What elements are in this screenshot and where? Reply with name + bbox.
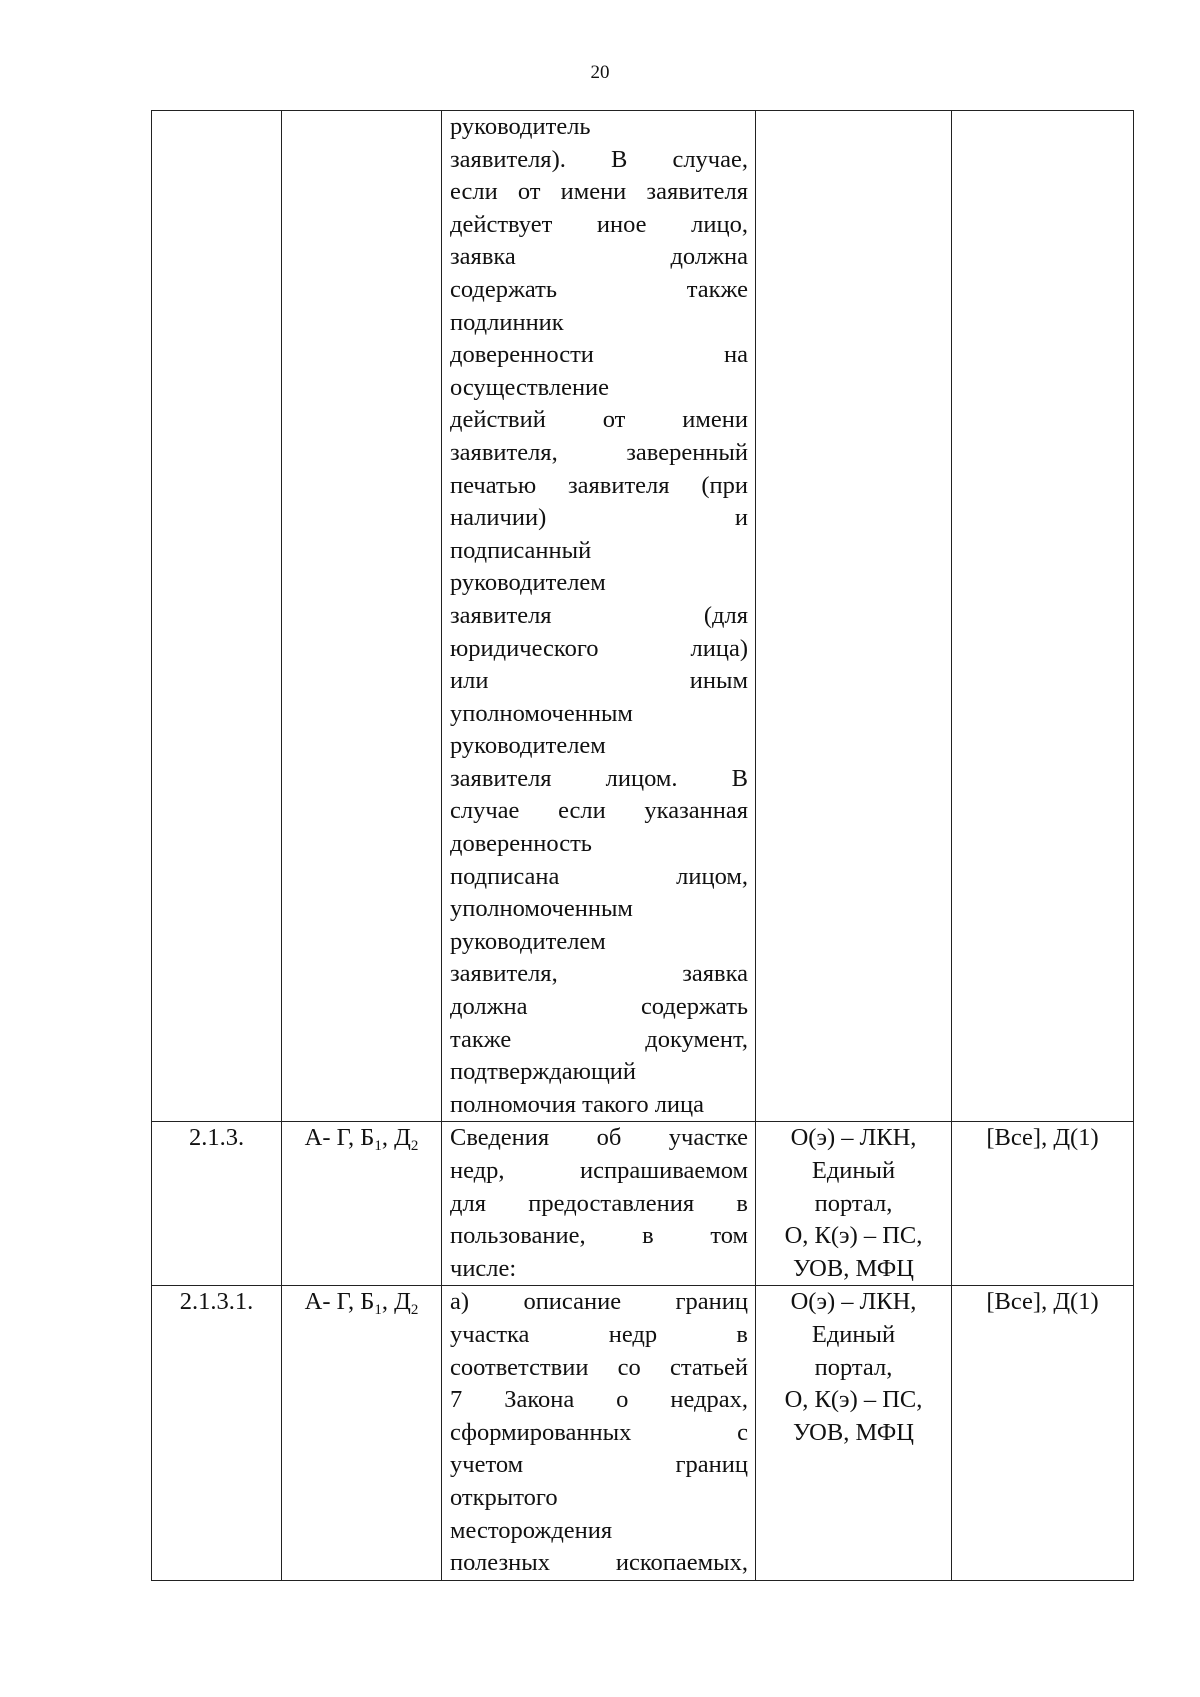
reference bbox=[952, 111, 1134, 1122]
description-line: участка недр в bbox=[450, 1321, 748, 1348]
description-line: руководителем bbox=[450, 732, 606, 760]
description-line: руководитель bbox=[450, 113, 591, 140]
description-line: руководителем bbox=[450, 927, 606, 955]
channel-line: УОВ, МФЦ bbox=[793, 1254, 914, 1282]
description-line: недр, испрашиваемом bbox=[450, 1157, 748, 1184]
description-line: осуществление bbox=[450, 373, 610, 401]
description-line: а) описание границ bbox=[450, 1288, 748, 1316]
channel-line: О, К(э) – ПС, bbox=[784, 1222, 923, 1250]
submission-channels bbox=[756, 1122, 952, 1286]
submission-channels bbox=[756, 1286, 952, 1580]
description-line: уполномоченным bbox=[450, 699, 633, 727]
description-line: сформированных с bbox=[450, 1418, 748, 1446]
description-line: для предоставления в bbox=[450, 1189, 748, 1217]
description-line: подтверждающий bbox=[450, 1058, 637, 1086]
description-line: заявителя, заявка bbox=[450, 960, 748, 988]
description-line: подлинник bbox=[450, 308, 564, 336]
channel-line: портал, bbox=[814, 1353, 893, 1381]
channel-line: О(э) – ЛКН, bbox=[790, 1124, 917, 1152]
description-line: подписана лицом, bbox=[450, 862, 748, 890]
description-line: Сведения об участке bbox=[450, 1124, 748, 1152]
description-line: заявителя (для bbox=[450, 601, 748, 629]
description-line: печатью заявителя (при bbox=[450, 471, 748, 499]
channel-line: Единый bbox=[811, 1321, 896, 1348]
applicant-codes bbox=[282, 111, 442, 1122]
description-line: руководителем bbox=[450, 569, 606, 597]
table-row bbox=[152, 111, 1134, 1122]
requirements-table bbox=[151, 110, 1134, 1581]
channel-line: портал, bbox=[814, 1189, 893, 1217]
description-line: наличии) и bbox=[450, 504, 748, 532]
table-row bbox=[152, 1286, 1134, 1580]
channel-line: О(э) – ЛКН, bbox=[790, 1288, 917, 1316]
item-number: 2.1.3.1. bbox=[152, 1286, 282, 1580]
reference: [Все], Д(1) bbox=[952, 1286, 1134, 1580]
applicant-codes: А- Г, $Б_1$, $Д_2$ bbox=[282, 1286, 442, 1580]
description-line: пользование, в том bbox=[450, 1222, 748, 1250]
description-line: 7 Закона о недрах, bbox=[450, 1386, 748, 1414]
item-description bbox=[442, 1122, 756, 1286]
description-line: действует иное лицо, bbox=[450, 210, 748, 238]
description-line: должна содержать bbox=[450, 993, 748, 1021]
description-line: действий от имени bbox=[450, 406, 748, 434]
description-line: открытого bbox=[450, 1483, 558, 1511]
channel-line: Единый bbox=[811, 1157, 896, 1184]
description-line: учетом границ bbox=[450, 1451, 748, 1479]
channel-line: УОВ, МФЦ bbox=[793, 1418, 914, 1446]
description-line: также документ, bbox=[450, 1025, 748, 1053]
page-number: 20 bbox=[590, 62, 610, 83]
description-line: заявка должна bbox=[450, 243, 748, 271]
description-line: если от имени заявителя bbox=[450, 178, 748, 206]
description-line: или иным bbox=[450, 667, 748, 695]
description-line: доверенности на bbox=[450, 341, 748, 369]
description-line: уполномоченным bbox=[450, 895, 633, 923]
item-description bbox=[442, 111, 756, 1122]
description-line: содержать также bbox=[450, 275, 748, 303]
description-line: подписанный bbox=[450, 536, 592, 564]
description-line: юридического лица) bbox=[450, 634, 748, 662]
description-line: доверенность bbox=[450, 830, 592, 858]
description-line: заявителя). В случае, bbox=[450, 145, 748, 173]
description-line: полезных ископаемых, bbox=[450, 1549, 748, 1577]
description-line: заявителя лицом. В bbox=[450, 764, 748, 792]
description-line: соответствии со статьей bbox=[450, 1353, 748, 1381]
reference: [Все], Д(1) bbox=[952, 1122, 1134, 1286]
submission-channels bbox=[756, 111, 952, 1122]
description-line: случае если указанная bbox=[450, 797, 748, 825]
channel-line: О, К(э) – ПС, bbox=[784, 1386, 923, 1414]
table-row bbox=[152, 1122, 1134, 1286]
item-description bbox=[442, 1286, 756, 1580]
description-line: полномочия такого лица bbox=[450, 1090, 705, 1118]
item-number: 2.1.3. bbox=[152, 1122, 282, 1286]
description-line: месторождения bbox=[450, 1516, 613, 1544]
applicant-codes: А- Г, $Б_1$, $Д_2$ bbox=[282, 1122, 442, 1286]
item-number bbox=[152, 111, 282, 1122]
description-line: заявителя, заверенный bbox=[450, 438, 748, 466]
description-line: числе: bbox=[450, 1254, 517, 1282]
